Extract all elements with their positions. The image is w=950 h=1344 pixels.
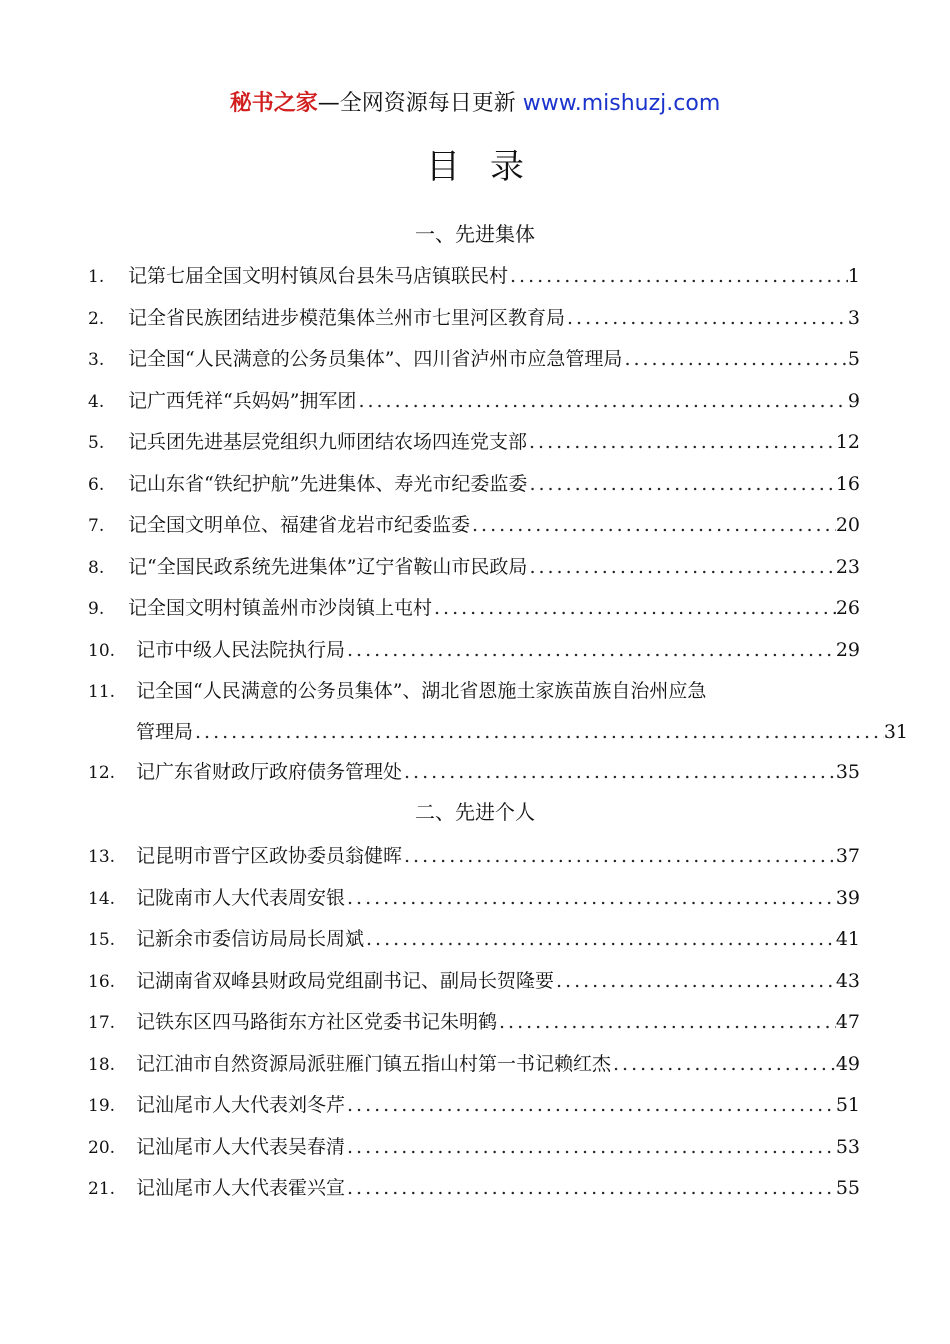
dot-leader: [345, 634, 836, 666]
toc-entry-title: 记全省民族团结进步模范集体兰州市七里河区教育局: [128, 307, 566, 329]
dot-leader: [508, 260, 848, 292]
toc-entry-page: 31: [883, 721, 908, 743]
toc-entry-number: 7.: [88, 516, 105, 536]
toc-entry[interactable]: [88, 385, 860, 417]
toc-entry[interactable]: [88, 1006, 860, 1038]
toc-entry-page: 51: [835, 1094, 860, 1116]
toc-entry[interactable]: [88, 592, 860, 624]
dot-leader: [364, 923, 836, 955]
dot-leader: [402, 840, 836, 872]
toc-entry-number: 15.: [88, 930, 116, 950]
toc-entry[interactable]: [88, 468, 860, 500]
toc-entry[interactable]: [88, 1089, 860, 1121]
dot-leader: [345, 882, 836, 914]
toc-entry-page: 3: [847, 307, 860, 329]
toc-entry[interactable]: [88, 551, 860, 583]
toc-entry-page: 20: [835, 514, 860, 536]
section-heading-collectives: 一、先进集体: [415, 222, 535, 246]
dot-leader: [527, 468, 835, 500]
toc-entry-page: 39: [835, 887, 860, 909]
toc-entry-title: 记湖南省双峰县财政局党组副书记、副局长贺隆要: [136, 970, 555, 992]
toc-entry-number: 6.: [88, 475, 105, 495]
site-brand: 秘书之家: [229, 91, 318, 116]
toc-entry[interactable]: [88, 756, 860, 788]
section-heading-individuals: 二、先进个人: [415, 800, 535, 824]
dot-leader: [622, 343, 847, 375]
toc-entry-page: 37: [835, 845, 860, 867]
toc-entry-number: 11.: [88, 682, 116, 702]
dot-leader: [527, 551, 835, 583]
toc-entry-page: 47: [835, 1011, 860, 1033]
site-url-link[interactable]: www.mishuzj.com: [522, 91, 721, 116]
toc-entry-number: 2.: [88, 309, 105, 329]
toc-entry-number: 14.: [88, 889, 116, 909]
dot-leader: [345, 1089, 836, 1121]
toc-entry-number: 4.: [88, 392, 105, 412]
toc-entry-title: 记第七届全国文明村镇凤台县朱马店镇联民村: [128, 265, 509, 287]
toc-entry[interactable]: [88, 1048, 860, 1080]
toc-entry-number: 12.: [88, 763, 116, 783]
toc-entry-number: 8.: [88, 558, 105, 578]
toc-entry-title: 记兵团先进基层党组织九师团结农场四连党支部: [128, 431, 528, 453]
toc-entry[interactable]: [88, 840, 860, 872]
toc-entry-number: 17.: [88, 1013, 116, 1033]
toc-entry[interactable]: [88, 675, 860, 707]
dot-leader: [356, 385, 847, 417]
dot-leader: [402, 756, 836, 788]
toc-entry-number: 3.: [88, 350, 105, 370]
toc-entry-title: 记汕尾市人大代表霍兴宣: [136, 1177, 346, 1199]
toc-entry-number: 21.: [88, 1179, 116, 1199]
toc-entry-title: 记“全国民政系统先进集体”辽宁省鞍山市民政局: [128, 556, 528, 578]
toc-entry-page: 16: [835, 473, 860, 495]
toc-entry-title: 记市中级人民法院执行局: [136, 639, 346, 661]
toc-entry-number: 1.: [88, 267, 105, 287]
site-header: [0, 88, 950, 120]
toc-entry[interactable]: [88, 302, 860, 334]
toc-entry-number: 16.: [88, 972, 116, 992]
toc-entry-number: 9.: [88, 599, 105, 619]
toc-entry-title: 记全国文明村镇盖州市沙岗镇上屯村: [128, 597, 433, 619]
toc-entry[interactable]: [88, 634, 860, 666]
page-title: 目录: [426, 147, 554, 187]
dot-leader: [345, 1131, 836, 1163]
toc-entry-page: 43: [835, 970, 860, 992]
toc-entry[interactable]: [88, 923, 860, 955]
toc-entry-page: 1: [847, 265, 860, 287]
toc-entry-title: 记全国“人民满意的公务员集体”、四川省泸州市应急管理局: [128, 348, 623, 370]
toc-entry[interactable]: [88, 1172, 860, 1204]
toc-entry-title: 记新余市委信访局局长周斌: [136, 928, 365, 950]
toc-entry-page: 53: [835, 1136, 860, 1158]
dot-leader: [497, 1006, 836, 1038]
toc-entry-page: 23: [835, 556, 860, 578]
toc-entry-page: 29: [835, 639, 860, 661]
dot-leader: [193, 716, 884, 748]
toc-entry-title: 记汕尾市人大代表吴春清: [136, 1136, 346, 1158]
toc-entry-page: 26: [835, 597, 860, 619]
toc-entry[interactable]: [88, 343, 860, 375]
toc-entry[interactable]: [88, 509, 860, 541]
toc-entry[interactable]: [88, 1131, 860, 1163]
toc-entry[interactable]: [88, 965, 860, 997]
toc-entry-title: 记广东省财政厅政府债务管理处: [136, 761, 403, 783]
toc-entry-page: 49: [835, 1053, 860, 1075]
dot-leader: [554, 965, 836, 997]
toc-entry-title-continued: 管理局: [136, 721, 194, 743]
toc-entry-title: 记陇南市人大代表周安银: [136, 887, 346, 909]
toc-entry-number: 5.: [88, 433, 105, 453]
toc-entry-continuation[interactable]: [88, 716, 908, 748]
toc-entry-page: 12: [835, 431, 860, 453]
toc-entry-page: 41: [835, 928, 860, 950]
toc-entry[interactable]: [88, 882, 860, 914]
toc-entry-number: 19.: [88, 1096, 116, 1116]
toc-entry-number: 13.: [88, 847, 116, 867]
toc-entry-title: 记全国“人民满意的公务员集体”、湖北省恩施土家族苗族自治州应急: [136, 680, 707, 702]
toc-entry-title: 记昆明市晋宁区政协委员翁健晖: [136, 845, 403, 867]
dot-leader: [345, 1172, 836, 1204]
toc-entry-title: 记山东省“铁纪护航”先进集体、寿光市纪委监委: [128, 473, 528, 495]
site-slogan: —全网资源每日更新: [317, 91, 523, 116]
toc-entry[interactable]: [88, 260, 860, 292]
dot-leader: [565, 302, 848, 334]
toc-entry-number: 10.: [88, 641, 116, 661]
toc-entry-number: 18.: [88, 1055, 116, 1075]
toc-entry-number: 20.: [88, 1138, 116, 1158]
toc-entry-page: 5: [847, 348, 860, 370]
toc-entry-page: 55: [835, 1177, 860, 1199]
toc-entry-page: 35: [835, 761, 860, 783]
dot-leader: [611, 1048, 836, 1080]
dot-leader: [432, 592, 836, 624]
toc-entry-title: 记江油市自然资源局派驻雁门镇五指山村第一书记赖红杰: [136, 1053, 612, 1075]
toc-entry-title: 记全国文明单位、福建省龙岩市纪委监委: [128, 514, 471, 536]
dot-leader: [470, 509, 836, 541]
toc-entry-title: 记广西凭祥“兵妈妈”拥军团: [128, 390, 357, 412]
toc-entry-title: 记铁东区四马路街东方社区党委书记朱明鹤: [136, 1011, 498, 1033]
dot-leader: [527, 426, 836, 458]
toc-entry-page: 9: [847, 390, 860, 412]
toc-entry-title: 记汕尾市人大代表刘冬芹: [136, 1094, 346, 1116]
toc-entry[interactable]: [88, 426, 860, 458]
